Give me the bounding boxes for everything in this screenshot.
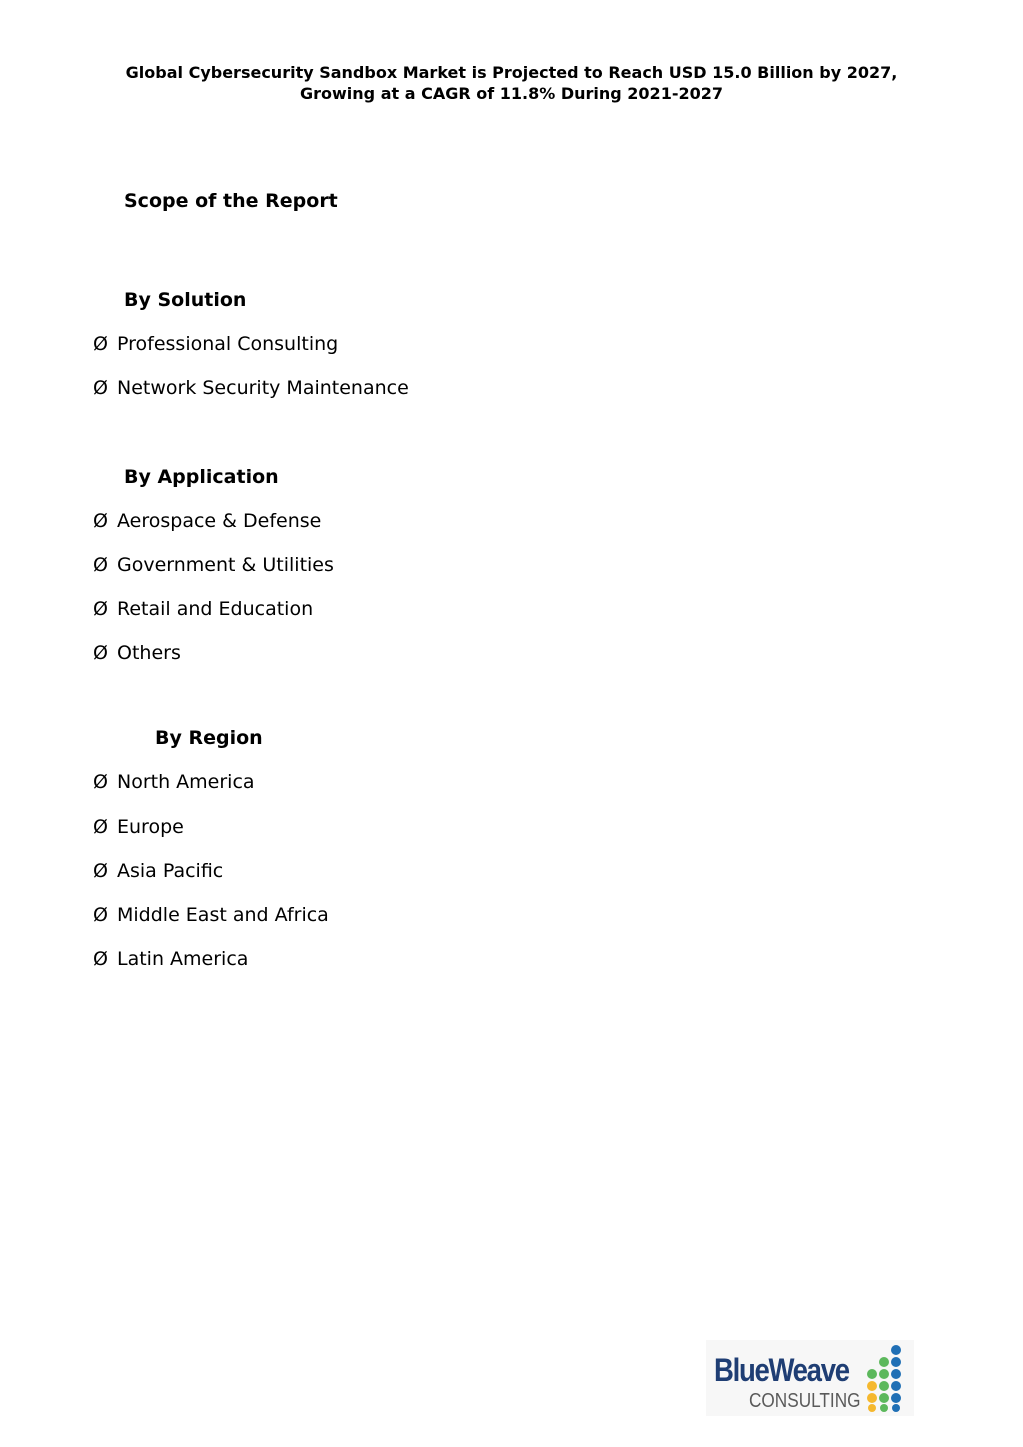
region-item-label: North America: [117, 771, 255, 793]
solution-heading: By Solution: [124, 289, 247, 311]
bullet-marker: Ø: [93, 642, 108, 664]
region-item-label: Asia Pacific: [117, 860, 224, 882]
scope-heading: Scope of the Report: [124, 190, 338, 212]
application-heading: By Application: [124, 466, 279, 488]
solution-item-label: Professional Consulting: [117, 333, 339, 355]
list-item: [93, 332, 338, 356]
logo-subtitle: CONSULTING: [749, 1390, 861, 1412]
list-item: [93, 509, 321, 533]
blueweave-logo: [706, 1340, 914, 1416]
region-item-label: Middle East and Africa: [117, 904, 329, 926]
list-item: [93, 553, 334, 577]
region-heading: By Region: [155, 727, 263, 749]
bullet-marker: Ø: [93, 860, 108, 882]
logo-dots-icon: [862, 1344, 910, 1412]
logo-wordmark: BlueWeave: [714, 1352, 849, 1388]
list-item: [93, 641, 181, 665]
list-item: [93, 376, 409, 400]
application-item-label: Others: [117, 642, 181, 664]
list-item: [93, 815, 184, 839]
application-item-label: Government & Utilities: [117, 554, 334, 576]
bullet-marker: Ø: [93, 554, 108, 576]
region-item-label: Europe: [117, 816, 184, 838]
application-item-label: Retail and Education: [117, 598, 314, 620]
bullet-marker: Ø: [93, 904, 108, 926]
application-item-label: Aerospace & Defense: [117, 510, 322, 532]
bullet-marker: Ø: [93, 948, 108, 970]
list-item: [93, 947, 248, 971]
list-item: [93, 903, 329, 927]
bullet-marker: Ø: [93, 771, 108, 793]
bullet-marker: Ø: [93, 510, 108, 532]
bullet-marker: Ø: [93, 598, 108, 620]
list-item: [93, 597, 313, 621]
bullet-marker: Ø: [93, 377, 108, 399]
list-item: [93, 770, 255, 794]
solution-item-label: Network Security Maintenance: [117, 377, 409, 399]
region-item-label: Latin America: [117, 948, 249, 970]
bullet-marker: Ø: [93, 333, 108, 355]
bullet-marker: Ø: [93, 816, 108, 838]
page-title: Global Cybersecurity Sandbox Market is Projected to Reach USD 15.0 Billion by 2027, Growing at a CAGR of 11.8% During 2021-2027: [125, 63, 898, 103]
list-item: [93, 859, 223, 883]
